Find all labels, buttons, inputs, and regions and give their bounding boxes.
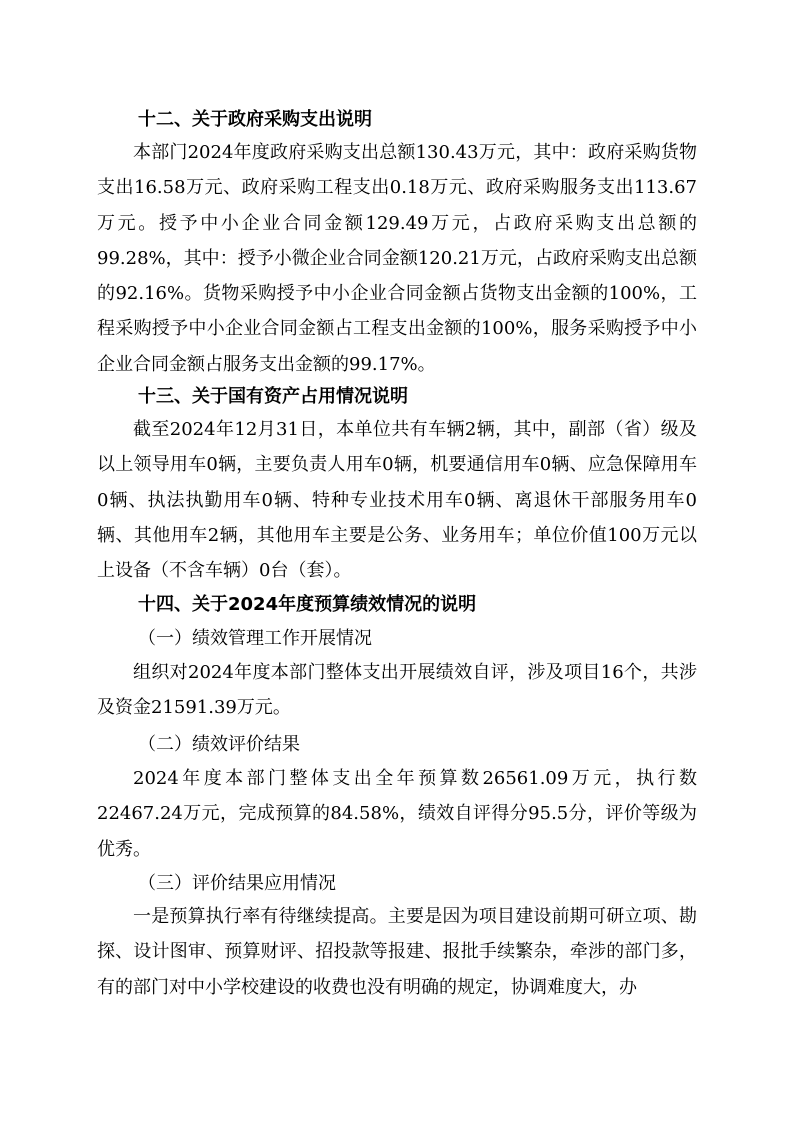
section-12-heading: 十二、关于政府采购支出说明 [138, 109, 372, 130]
subsection-1-heading: （一）绩效管理工作开展情况 [138, 628, 372, 649]
subsection-2-heading: （二）绩效评价结果 [138, 734, 300, 755]
section-12-body [97, 135, 697, 382]
paragraph: 截至2024年12月31日，本单位共有车辆2辆，其中，副部（省）级及以上领导用车0辆，主要负责人用车0辆，机要通信用车0辆、应急保障用车0辆、执法执勤用车0辆、特种专业技术用车0辆、离退休干部服务用车0辆、其他用车2辆，其他用车主要是公务、业务用车；单位价值100万元以上设备（不含车辆）0台（套）。 [97, 419, 697, 582]
subsection-3-body [97, 899, 697, 1005]
paragraph: 2024年度本部门整体支出全年预算数26561.09万元，执行数22467.24万元，完成预算的84.58%，绩效自评得分95.5分，评价等级为优秀。 [97, 768, 697, 860]
subsection-2-body [97, 761, 697, 867]
subsection-1-body [97, 655, 697, 726]
paragraph: 组织对2024年度本部门整体支出开展绩效自评，涉及项目16个，共涉及资金21591.39万元。 [97, 662, 697, 719]
section-13-body [97, 412, 697, 588]
section-13-heading: 十三、关于国有资产占用情况说明 [138, 386, 408, 407]
paragraph: 本部门2024年度政府采购支出总额130.43万元，其中：政府采购货物支出16.58万元、政府采购工程支出0.18万元、政府采购服务支出113.67万元。授予中小企业合同金额129.49万元，占政府采购支出总额的99.28%，其中：授予小微企业合同金额120.21万元，占政府采购支出总额的92.16%。货物采购授予中小企业合同金额占货物支出金额的100%，工程采购授予中小企业合同金额占工程支出金额的100%，服务采购授予中小企业合同金额占服务支出金额的99.17%。 [97, 142, 697, 375]
paragraph: 一是预算执行率有待继续提高。主要是因为项目建设前期可研立项、勘探、设计图审、预算财评、招投款等报建、报批手续繁杂，牵涉的部门多，有的部门对中小学校建设的收费也没有明确的规定，协调难度大，办 [97, 906, 697, 998]
subsection-3-heading: （三）评价结果应用情况 [138, 873, 336, 894]
section-14-heading: 十四、关于2024年度预算绩效情况的说明 [138, 594, 477, 615]
